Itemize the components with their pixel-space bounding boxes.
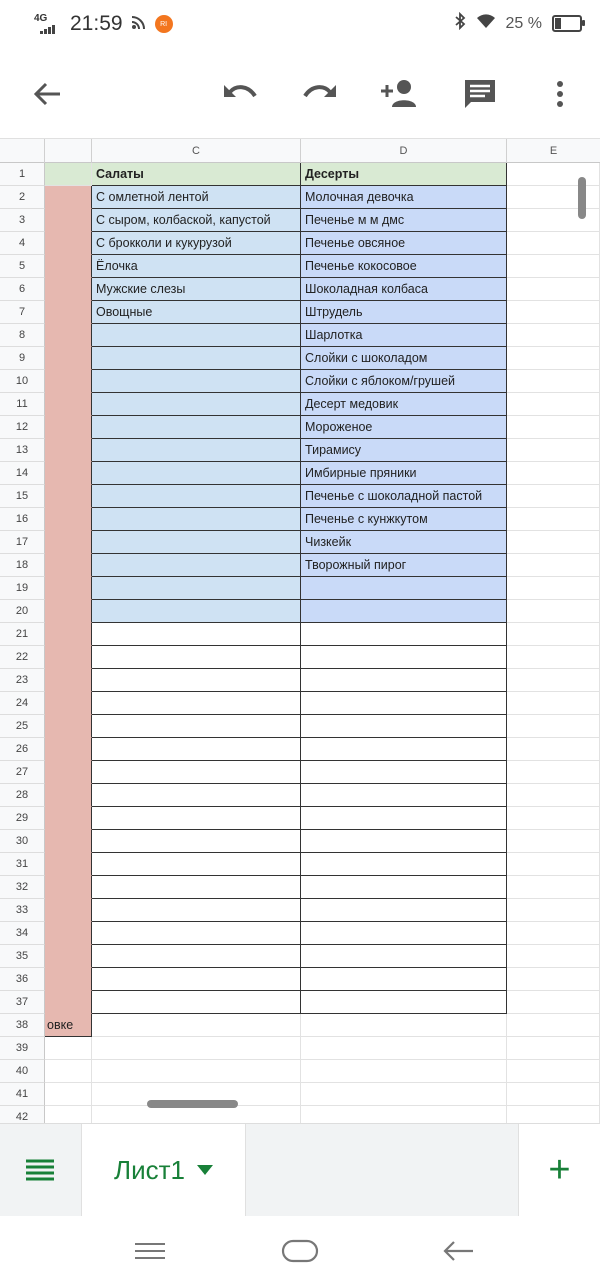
cell-c[interactable]: [92, 347, 301, 370]
cell-d[interactable]: Десерт медовик: [301, 393, 507, 416]
cell-c[interactable]: [92, 853, 301, 876]
cell-b[interactable]: [45, 1037, 92, 1060]
cell-e[interactable]: [507, 761, 600, 784]
cell-b[interactable]: [45, 715, 92, 738]
cell-c[interactable]: [92, 508, 301, 531]
more-vert-icon: [556, 80, 564, 108]
table-row: [0, 692, 600, 715]
cell-b[interactable]: [45, 370, 92, 393]
cell-e[interactable]: [507, 393, 600, 416]
cell-b[interactable]: [45, 669, 92, 692]
table-row: [0, 531, 600, 554]
cell-b[interactable]: [45, 485, 92, 508]
cell-d[interactable]: [301, 1083, 507, 1106]
cell-b[interactable]: [45, 807, 92, 830]
cell-b[interactable]: [45, 255, 92, 278]
cell-e[interactable]: [507, 738, 600, 761]
cell-b[interactable]: [45, 922, 92, 945]
cell-e[interactable]: [507, 899, 600, 922]
row-number[interactable]: 31: [0, 853, 45, 876]
cell-d[interactable]: Слойки с яблоком/грушей: [301, 370, 507, 393]
cell-c[interactable]: [92, 531, 301, 554]
cell-c[interactable]: [92, 945, 301, 968]
cell-e[interactable]: [507, 439, 600, 462]
cell-b[interactable]: [45, 830, 92, 853]
cell-e[interactable]: [507, 462, 600, 485]
cell-e[interactable]: [507, 1060, 600, 1083]
row-number[interactable]: 40: [0, 1060, 45, 1083]
cell-e[interactable]: [507, 715, 600, 738]
cell-c[interactable]: [92, 439, 301, 462]
cell-d[interactable]: [301, 761, 507, 784]
share-button[interactable]: [380, 74, 420, 114]
row-number[interactable]: 41: [0, 1083, 45, 1106]
table-row: [0, 485, 600, 508]
cell-d[interactable]: [301, 899, 507, 922]
cell-b[interactable]: [45, 623, 92, 646]
recents-button[interactable]: [132, 1234, 168, 1268]
row-number[interactable]: 7: [0, 301, 45, 324]
row-number[interactable]: 29: [0, 807, 45, 830]
cell-d[interactable]: Мороженое: [301, 416, 507, 439]
cell-b[interactable]: [45, 1083, 92, 1106]
cell-c[interactable]: [92, 876, 301, 899]
cell-c[interactable]: Ёлочка: [92, 255, 301, 278]
cell-e[interactable]: [507, 669, 600, 692]
cell-b[interactable]: [45, 784, 92, 807]
battery-icon: [552, 15, 582, 32]
cell-e[interactable]: [507, 922, 600, 945]
cell-d[interactable]: [301, 784, 507, 807]
row-number[interactable]: 35: [0, 945, 45, 968]
cell-c[interactable]: [92, 715, 301, 738]
cell-b[interactable]: [45, 968, 92, 991]
all-sheets-button[interactable]: [0, 1124, 80, 1216]
row-number[interactable]: 5: [0, 255, 45, 278]
add-person-icon: [380, 79, 420, 109]
cell-b[interactable]: [45, 577, 92, 600]
cell-b[interactable]: [45, 692, 92, 715]
table-row: [0, 255, 600, 278]
cell-e[interactable]: [507, 416, 600, 439]
cell-b[interactable]: [45, 554, 92, 577]
cell-c[interactable]: С омлетной лентой: [92, 186, 301, 209]
table-row: [0, 784, 600, 807]
app-toolbar: [0, 48, 600, 138]
spreadsheet-grid[interactable]: [0, 138, 600, 1123]
horizontal-scrollbar[interactable]: [147, 1100, 238, 1108]
cell-c[interactable]: [92, 830, 301, 853]
cell-c[interactable]: С брокколи и кукурузой: [92, 232, 301, 255]
table-row: [0, 324, 600, 347]
table-row: [0, 232, 600, 255]
cell-d[interactable]: Печенье м м дмс: [301, 209, 507, 232]
cell-b[interactable]: [45, 945, 92, 968]
row-number[interactable]: 28: [0, 784, 45, 807]
cell-c-header[interactable]: Салаты: [92, 163, 301, 186]
cell-c[interactable]: [92, 922, 301, 945]
table-row: [0, 416, 600, 439]
row-number[interactable]: 1: [0, 163, 45, 186]
table-row: [0, 554, 600, 577]
cell-e[interactable]: [507, 255, 600, 278]
cell-c[interactable]: [92, 646, 301, 669]
row-number[interactable]: 37: [0, 991, 45, 1014]
cell-b[interactable]: [45, 876, 92, 899]
column-header-c[interactable]: C: [92, 139, 301, 163]
cell-c[interactable]: [92, 738, 301, 761]
cell-d[interactable]: [301, 715, 507, 738]
cell-d[interactable]: [301, 692, 507, 715]
column-header-e[interactable]: E: [549, 145, 558, 157]
cell-c[interactable]: [92, 1014, 301, 1037]
cell-d[interactable]: [301, 646, 507, 669]
table-row: [0, 301, 600, 324]
cell-d[interactable]: Печенье кокосовое: [301, 255, 507, 278]
cell-e[interactable]: [507, 278, 600, 301]
cell-d[interactable]: [301, 600, 507, 623]
column-header-bar: [0, 138, 600, 163]
cell-e[interactable]: [507, 853, 600, 876]
cell-e[interactable]: [507, 784, 600, 807]
table-row: [0, 1037, 600, 1060]
cell-d[interactable]: [301, 807, 507, 830]
cell-e[interactable]: [507, 531, 600, 554]
cell-e[interactable]: [507, 968, 600, 991]
cell-c[interactable]: [92, 669, 301, 692]
row-number[interactable]: 10: [0, 370, 45, 393]
cell-b[interactable]: [45, 278, 92, 301]
cell-b[interactable]: [45, 439, 92, 462]
cell-c[interactable]: [92, 761, 301, 784]
cell-d[interactable]: [301, 1106, 507, 1123]
row-number[interactable]: 27: [0, 761, 45, 784]
row-number[interactable]: 15: [0, 485, 45, 508]
cell-e[interactable]: [507, 301, 600, 324]
system-nav-bar: [0, 1216, 600, 1285]
arrow-left-icon: [32, 81, 62, 107]
cell-b[interactable]: [45, 991, 92, 1014]
cell-b[interactable]: [45, 393, 92, 416]
cell-b[interactable]: [45, 761, 92, 784]
cell-c[interactable]: [92, 600, 301, 623]
cell-e[interactable]: [507, 232, 600, 255]
cell-c[interactable]: [92, 416, 301, 439]
cell-d[interactable]: Имбирные пряники: [301, 462, 507, 485]
table-row: [0, 393, 600, 416]
row-number[interactable]: 32: [0, 876, 45, 899]
table-row: [0, 876, 600, 899]
column-header-d[interactable]: D: [301, 139, 507, 163]
cell-b[interactable]: [45, 232, 92, 255]
row-number[interactable]: 2: [0, 186, 45, 209]
dropdown-arrow-icon[interactable]: [197, 1165, 213, 1175]
cell-b[interactable]: [45, 1106, 92, 1123]
undo-icon: [222, 82, 258, 106]
cell-c[interactable]: [92, 899, 301, 922]
cell-e[interactable]: [507, 1083, 600, 1106]
cell-b[interactable]: [45, 531, 92, 554]
sheets-list-icon: [25, 1158, 55, 1182]
cell-d[interactable]: Штрудель: [301, 301, 507, 324]
row-number[interactable]: 34: [0, 922, 45, 945]
home-button[interactable]: [280, 1234, 320, 1268]
cell-d[interactable]: [301, 945, 507, 968]
cell-d[interactable]: [301, 1060, 507, 1083]
table-row: [0, 807, 600, 830]
row-number[interactable]: 20: [0, 600, 45, 623]
comment-button[interactable]: [460, 74, 500, 114]
cell-d[interactable]: [301, 1037, 507, 1060]
network-type: 4G: [34, 13, 48, 24]
bluetooth-icon: [454, 12, 466, 35]
row-number[interactable]: 19: [0, 577, 45, 600]
cell-d[interactable]: Слойки с шоколадом: [301, 347, 507, 370]
add-sheet-button[interactable]: +: [518, 1124, 600, 1216]
cell-d[interactable]: [301, 853, 507, 876]
cell-c[interactable]: [92, 324, 301, 347]
cell-e[interactable]: [507, 508, 600, 531]
battery-percent: 25 %: [505, 14, 542, 32]
cell-c[interactable]: С сыром, колбаской, капустой: [92, 209, 301, 232]
cell-e[interactable]: [507, 163, 600, 186]
cell-e[interactable]: [507, 623, 600, 646]
row-number[interactable]: 16: [0, 508, 45, 531]
cell-c[interactable]: [92, 784, 301, 807]
cell-e[interactable]: [507, 370, 600, 393]
cell-b[interactable]: [45, 416, 92, 439]
cell-b[interactable]: [45, 462, 92, 485]
cell-c[interactable]: [92, 1060, 301, 1083]
cell-b[interactable]: [45, 646, 92, 669]
row-number[interactable]: 26: [0, 738, 45, 761]
table-row: [0, 761, 600, 784]
row-number[interactable]: 39: [0, 1037, 45, 1060]
column-header-b[interactable]: [45, 139, 92, 163]
cell-e[interactable]: [507, 876, 600, 899]
table-row: [0, 370, 600, 393]
cell-d[interactable]: Чизкейк: [301, 531, 507, 554]
cell-d[interactable]: [301, 922, 507, 945]
more-options-button[interactable]: [540, 74, 580, 114]
system-back-button[interactable]: [440, 1234, 476, 1268]
cell-c[interactable]: [92, 1037, 301, 1060]
cell-d[interactable]: Творожный пирог: [301, 554, 507, 577]
cell-d[interactable]: Тирамису: [301, 439, 507, 462]
cell-e[interactable]: [507, 324, 600, 347]
back-arrow-icon: [442, 1240, 474, 1262]
cell-d[interactable]: [301, 738, 507, 761]
cell-e[interactable]: [507, 485, 600, 508]
cell-d[interactable]: Печенье с кунжкутом: [301, 508, 507, 531]
vertical-scrollbar[interactable]: [578, 177, 586, 219]
cell-b[interactable]: [45, 209, 92, 232]
row-number[interactable]: 9: [0, 347, 45, 370]
row-number[interactable]: 18: [0, 554, 45, 577]
cell-e[interactable]: [507, 554, 600, 577]
cell-e[interactable]: [507, 646, 600, 669]
wifi-calling-icon: [131, 16, 147, 33]
cell-c[interactable]: [92, 485, 301, 508]
cell-d[interactable]: [301, 1014, 507, 1037]
row-number[interactable]: 33: [0, 899, 45, 922]
table-row: [0, 462, 600, 485]
cell-c[interactable]: [92, 623, 301, 646]
cell-e[interactable]: [507, 577, 600, 600]
notification-badge-icon: RI: [155, 15, 173, 33]
table-row: [0, 968, 600, 991]
table-row: [0, 853, 600, 876]
cell-d[interactable]: Шоколадная колбаса: [301, 278, 507, 301]
row-number[interactable]: 13: [0, 439, 45, 462]
back-button[interactable]: [27, 74, 67, 114]
cell-b[interactable]: [45, 186, 92, 209]
sheet-tab-list1[interactable]: [81, 1124, 246, 1216]
cell-e[interactable]: [507, 600, 600, 623]
row-number[interactable]: 11: [0, 393, 45, 416]
cell-c[interactable]: Мужские слезы: [92, 278, 301, 301]
cell-e[interactable]: [507, 1037, 600, 1060]
row-number[interactable]: 36: [0, 968, 45, 991]
cell-c[interactable]: [92, 462, 301, 485]
table-row: [0, 163, 600, 186]
table-row: [0, 669, 600, 692]
row-number[interactable]: 3: [0, 209, 45, 232]
cell-c[interactable]: [92, 1106, 301, 1123]
row-number[interactable]: 8: [0, 324, 45, 347]
home-pill-icon: [281, 1239, 319, 1263]
cell-e[interactable]: [507, 945, 600, 968]
menu-lines-icon: [134, 1242, 166, 1260]
cell-e[interactable]: [507, 1014, 600, 1037]
cell-d[interactable]: Шарлотка: [301, 324, 507, 347]
row-number[interactable]: 30: [0, 830, 45, 853]
table-row: [0, 646, 600, 669]
cell-b[interactable]: [45, 301, 92, 324]
table-row: [0, 600, 600, 623]
cell-c[interactable]: [92, 807, 301, 830]
cell-e[interactable]: [507, 991, 600, 1014]
row-number[interactable]: 17: [0, 531, 45, 554]
cell-c[interactable]: [92, 370, 301, 393]
cell-b[interactable]: [45, 163, 92, 186]
cell-e[interactable]: [507, 186, 600, 209]
row-number[interactable]: 4: [0, 232, 45, 255]
table-row: [0, 922, 600, 945]
row-number[interactable]: 22: [0, 646, 45, 669]
cell-b[interactable]: [45, 508, 92, 531]
redo-icon: [302, 82, 338, 106]
table-row: [0, 577, 600, 600]
redo-button[interactable]: [300, 74, 340, 114]
cell-e[interactable]: [507, 692, 600, 715]
cell-d[interactable]: [301, 623, 507, 646]
row-number[interactable]: 6: [0, 278, 45, 301]
select-all-corner[interactable]: [0, 139, 45, 163]
cell-b[interactable]: [45, 1060, 92, 1083]
sheet-tab-label: Лист1: [114, 1154, 185, 1185]
cell-c[interactable]: Овощные: [92, 301, 301, 324]
cell-b[interactable]: [45, 738, 92, 761]
row-number[interactable]: 25: [0, 715, 45, 738]
undo-button[interactable]: [220, 74, 260, 114]
clock: 21:59: [70, 12, 123, 35]
cell-b[interactable]: [45, 853, 92, 876]
table-row: [0, 623, 600, 646]
table-row: [0, 738, 600, 761]
cell-c[interactable]: [92, 991, 301, 1014]
table-row: [0, 945, 600, 968]
cell-c[interactable]: [92, 968, 301, 991]
cell-e[interactable]: [507, 347, 600, 370]
cell-c[interactable]: [92, 554, 301, 577]
row-number[interactable]: 14: [0, 462, 45, 485]
table-row: [0, 278, 600, 301]
table-row: [0, 186, 600, 209]
table-row: [0, 1106, 600, 1123]
status-bar: [0, 0, 600, 48]
cell-b[interactable]: [45, 324, 92, 347]
table-row: [0, 1083, 600, 1106]
cell-d[interactable]: [301, 577, 507, 600]
cell-e[interactable]: [507, 830, 600, 853]
cell-b[interactable]: [45, 899, 92, 922]
row-number[interactable]: 24: [0, 692, 45, 715]
row-number[interactable]: 38: [0, 1014, 45, 1037]
cell-d[interactable]: [301, 968, 507, 991]
cell-c[interactable]: [92, 393, 301, 416]
table-row: [0, 347, 600, 370]
cell-e[interactable]: [507, 209, 600, 232]
cell-c[interactable]: [92, 577, 301, 600]
table-row: [0, 508, 600, 531]
cell-b[interactable]: [45, 600, 92, 623]
cell-d[interactable]: Печенье с шоколадной пастой: [301, 485, 507, 508]
row-number[interactable]: 21: [0, 623, 45, 646]
cell-e[interactable]: [507, 807, 600, 830]
table-row: [0, 899, 600, 922]
cell-b[interactable]: [45, 347, 92, 370]
cell-d[interactable]: [301, 876, 507, 899]
cell-d[interactable]: [301, 830, 507, 853]
table-row: [0, 1060, 600, 1083]
table-row: [0, 1014, 600, 1037]
cell-b-fragment[interactable]: овке: [45, 1014, 92, 1037]
table-row: [0, 715, 600, 738]
sheet-tab-bar: [0, 1123, 600, 1216]
comment-icon: [463, 78, 497, 110]
cell-d[interactable]: [301, 991, 507, 1014]
cell-d-header[interactable]: Десерты: [301, 163, 507, 186]
cell-e[interactable]: [507, 1106, 600, 1123]
cell-d[interactable]: [301, 669, 507, 692]
table-row: [0, 209, 600, 232]
wifi-icon: [476, 13, 496, 34]
table-row: [0, 439, 600, 462]
cell-c[interactable]: [92, 692, 301, 715]
table-row: [0, 830, 600, 853]
row-number[interactable]: 12: [0, 416, 45, 439]
row-number[interactable]: 23: [0, 669, 45, 692]
row-number[interactable]: 42: [0, 1106, 45, 1123]
signal-icon: [34, 13, 62, 35]
table-row: [0, 991, 600, 1014]
cell-d[interactable]: Молочная девочка: [301, 186, 507, 209]
cell-d[interactable]: Печенье овсяное: [301, 232, 507, 255]
